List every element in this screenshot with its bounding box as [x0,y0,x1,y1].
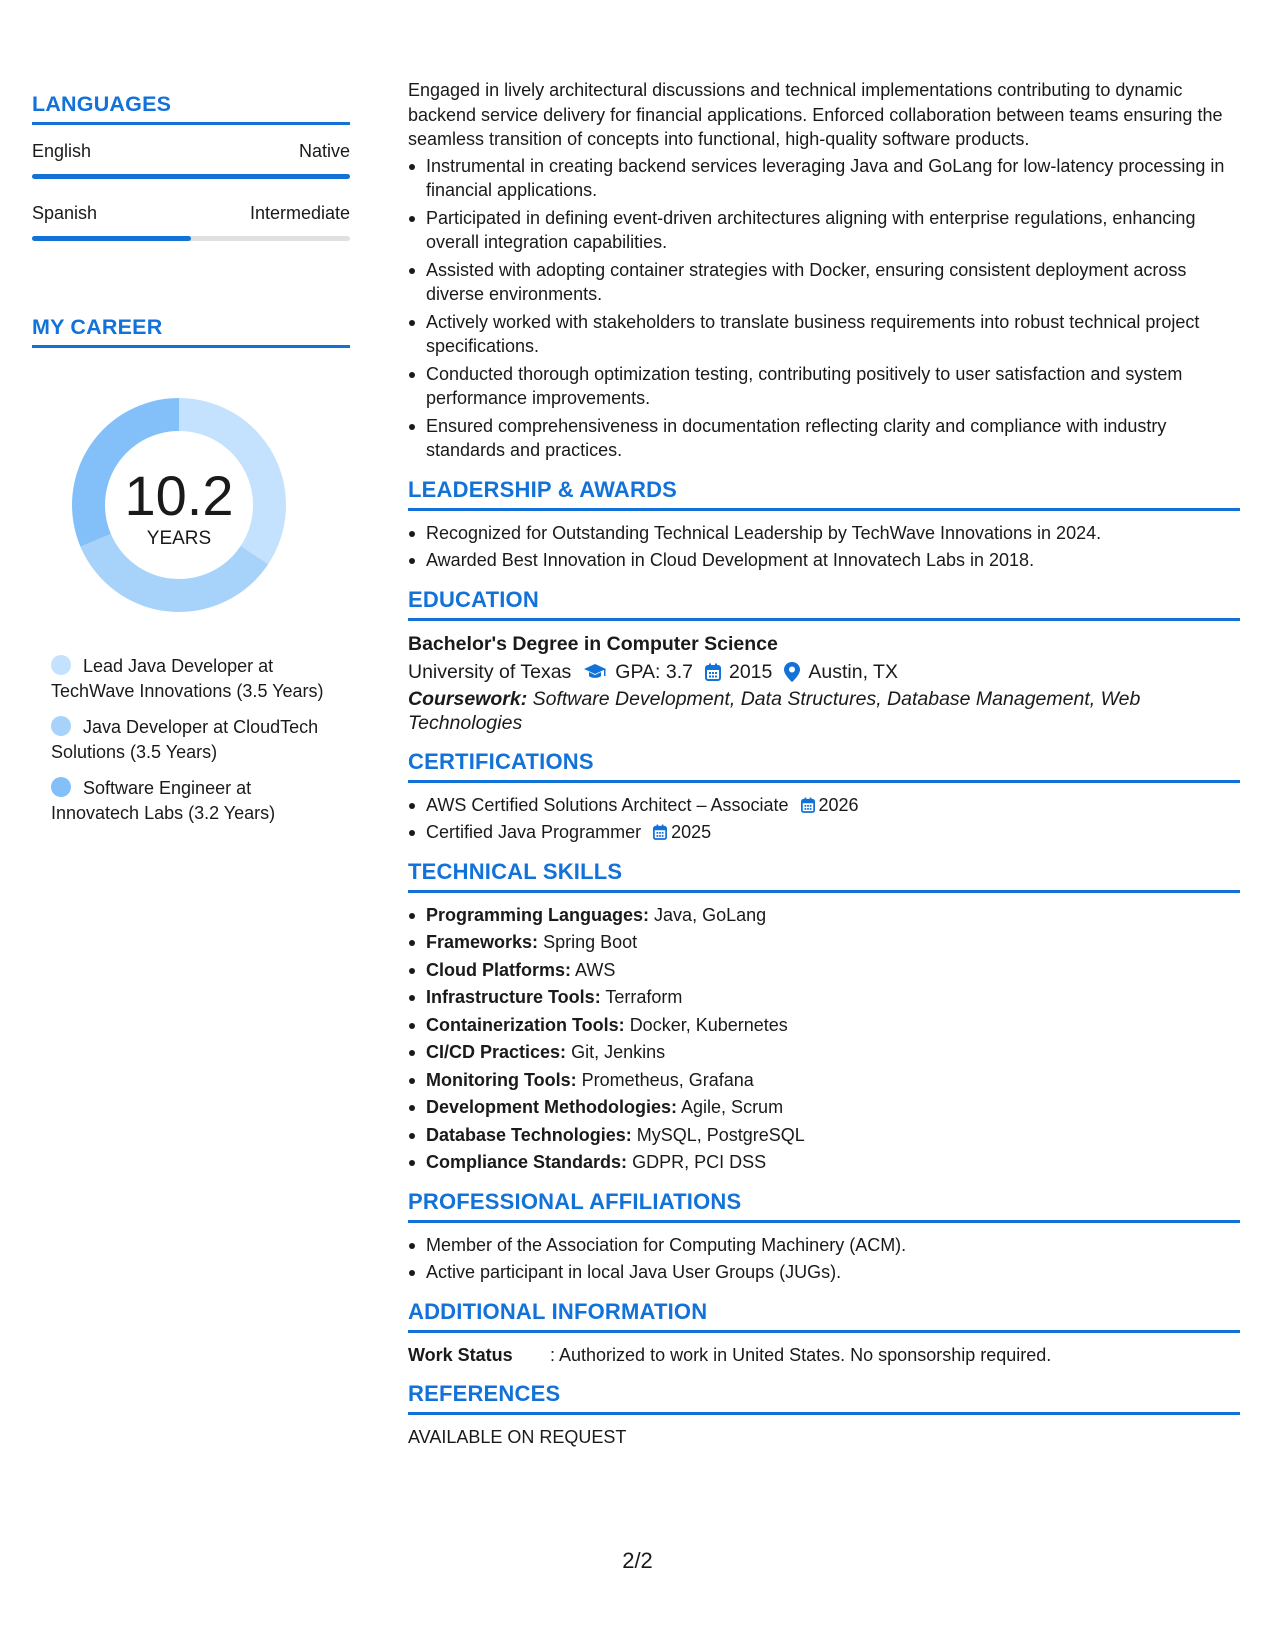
certification-name: AWS Certified Solutions Architect – Associate [426,794,789,815]
certification-name: Certified Java Programmer [426,822,642,842]
graduation-cap-icon [583,663,607,681]
coursework-label: Coursework: [408,687,528,710]
list-item: Recognized for Outstanding Technical Leadership by TechWave Innovations in 2024. [426,521,1240,546]
list-item: Participated in defining event-driven architectures aligning with enterprise regulations, enhancing overall integration capabilities. [426,206,1240,255]
legend-item [51,654,331,703]
skill-value: AWS [575,959,616,980]
skill-label: Infrastructure Tools: [426,987,601,1007]
education-degree: Bachelor's Degree in Computer Science [408,632,778,655]
list-item [426,1095,1240,1120]
legend-text: Software Engineer at Innovatech Labs (3.2 Years) [51,778,276,823]
skill-label: CI/CD Practices: [426,1042,567,1062]
leadership-heading: LEADERSHIP & AWARDS [408,477,1240,511]
language-item [32,203,350,241]
legend-text: Lead Java Developer at TechWave Innovations (3.5 Years) [51,656,324,701]
education-gpa: GPA: 3.7 [615,660,693,683]
affiliations-heading: PROFESSIONAL AFFILIATIONS [408,1189,1240,1223]
languages-heading: LANGUAGES [32,92,350,125]
skill-label: Compliance Standards: [426,1152,628,1172]
skill-label: Monitoring Tools: [426,1069,577,1090]
career-heading: MY CAREER [32,315,350,348]
list-item [426,1040,1240,1065]
skill-value: Git, Jenkins [571,1042,666,1062]
list-item: Member of the Association for Computing Machinery (ACM). [426,1233,1240,1258]
skill-value: Spring Boot [543,932,638,952]
list-item [426,793,1240,818]
legend-item [51,776,331,825]
skill-value: Agile, Scrum [681,1097,784,1117]
skills-heading: TECHNICAL SKILLS [408,859,1240,893]
career-donut-chart [66,392,292,618]
list-item: Conducted thorough optimization testing, contributing positively to user satisfaction and system performance improvements. [426,362,1240,411]
education-location: Austin, TX [808,660,898,683]
certification-year: 2025 [671,822,712,842]
list-item [426,1150,1240,1175]
education-details [408,657,1240,687]
language-level-fill [32,236,191,241]
legend-dot-icon [51,655,71,675]
language-level-bar [32,174,350,179]
list-item: Assisted with adopting container strategies with Docker, ensuring consistent deployment across diverse environments. [426,258,1240,307]
skill-label: Database Technologies: [426,1124,632,1145]
list-item [426,985,1240,1010]
legend-dot-icon [51,777,71,797]
skill-label: Development Methodologies: [426,1097,678,1117]
list-item [426,1013,1240,1038]
calendar-icon [653,824,667,840]
career-total-years: 10.2 [124,464,234,527]
language-level: Native [298,141,350,161]
calendar-icon [801,797,815,813]
skill-label: Frameworks: [426,932,539,952]
page-number: 2/2 [622,1548,653,1573]
education-heading: EDUCATION [408,587,1240,621]
certification-year: 2026 [818,794,859,815]
list-item: Instrumental in creating backend services leveraging Java and GoLang for low-latency processing in financial applications. [426,154,1240,203]
language-level-fill [32,174,350,179]
references-text: AVAILABLE ON REQUEST [408,1426,627,1447]
legend-dot-icon [51,716,71,736]
experience-bullets [408,154,1240,463]
leadership-list [408,521,1240,573]
calendar-icon [705,663,721,681]
left-column [32,92,350,837]
language-name: English [32,141,92,161]
legend-item [51,715,331,764]
list-item: Awarded Best Innovation in Cloud Development at Innovatech Labs in 2018. [426,548,1240,573]
right-column [408,78,1240,1449]
language-level-bar [32,236,350,241]
skill-value: Docker, Kubernetes [629,1014,788,1035]
skill-value: GDPR, PCI DSS [632,1152,767,1172]
certifications-heading: CERTIFICATIONS [408,749,1240,783]
legend-text: Java Developer at CloudTech Solutions (3.5 Years) [51,717,319,762]
career-legend [51,654,331,825]
list-item [426,958,1240,983]
coursework-text: Software Development, Data Structures, Database Management, Web Technologies [408,687,1141,734]
language-item [32,141,350,179]
experience-summary: Engaged in lively architectural discussions and technical implementations contributing to dynamic backend service delivery for financial applications. Enforced collaboration between teams ensuring the seamless transition of concepts into functional, high-quality software products. [408,80,1223,149]
additional-info-heading: ADDITIONAL INFORMATION [408,1299,1240,1333]
career-total-unit: YEARS [146,528,212,549]
affiliations-list [408,1233,1240,1285]
language-name: Spanish [32,203,98,223]
skill-label: Programming Languages: [426,904,650,925]
list-item: Actively worked with stakeholders to translate business requirements into robust technical project specifications. [426,310,1240,359]
work-status-value: : Authorized to work in United States. No sponsorship required. [550,1344,1052,1365]
location-pin-icon [784,662,800,682]
list-item: Active participant in local Java User Groups (JUGs). [426,1260,1240,1285]
education-year: 2015 [728,660,773,683]
skill-label: Cloud Platforms: [426,959,572,980]
skill-label: Containerization Tools: [426,1014,625,1035]
work-status-row [408,1343,1240,1367]
work-status-label: Work Status [408,1344,513,1365]
list-item [426,1068,1240,1093]
references-heading: REFERENCES [408,1381,1240,1415]
certifications-list [408,793,1240,845]
list-item: Ensured comprehensiveness in documentation reflecting clarity and compliance with industry standards and practices. [426,414,1240,463]
list-item [426,1123,1240,1148]
skill-value: MySQL, PostgreSQL [636,1124,805,1145]
list-item [426,820,1240,845]
education-coursework [408,687,1240,735]
skill-value: Java, GoLang [654,904,767,925]
skill-value: Prometheus, Grafana [581,1069,754,1090]
skills-list [408,903,1240,1175]
list-item [426,930,1240,955]
language-level: Intermediate [249,203,350,223]
skill-value: Terraform [605,987,683,1007]
list-item [426,903,1240,928]
education-school: University of Texas [408,660,572,683]
